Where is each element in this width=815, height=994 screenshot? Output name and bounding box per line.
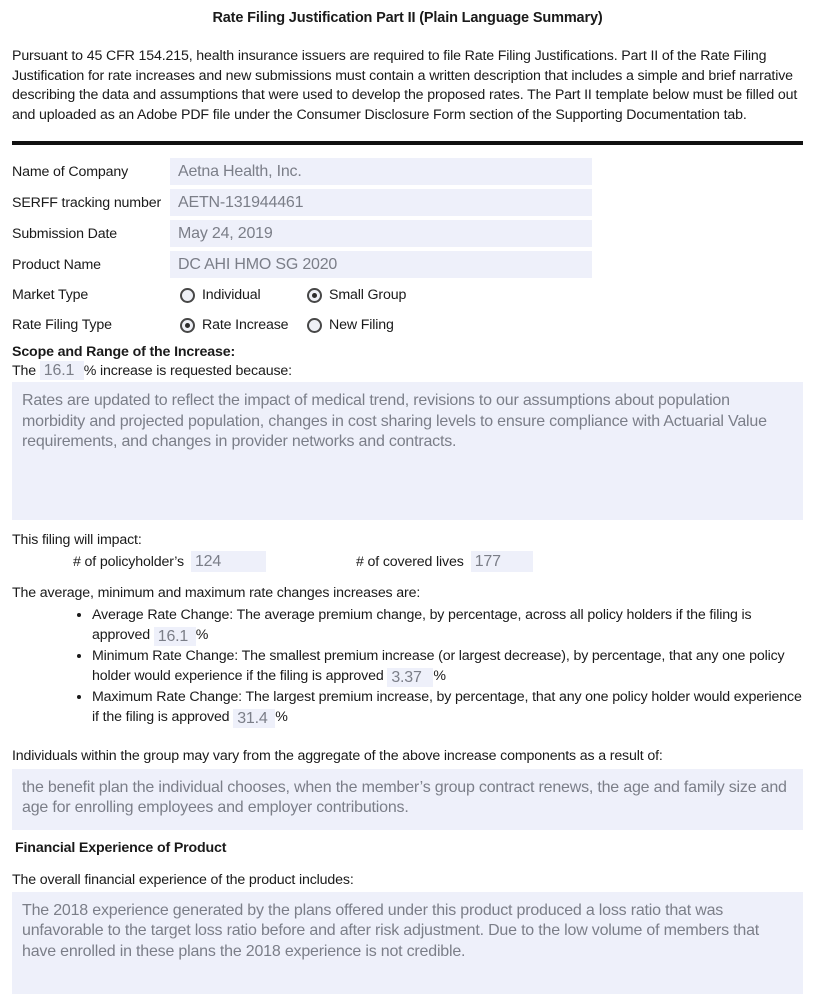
policyholders-input[interactable]: 124 <box>191 551 266 572</box>
covered-lives-input[interactable]: 177 <box>471 551 533 572</box>
variation-textarea[interactable]: the benefit plan the individual chooses, when the member’s group contract renews, the age and family size and age for enrolling employees and employer contributions. <box>12 769 803 830</box>
radio-option-new-filing[interactable] <box>307 317 394 333</box>
minimum-rate-change-input[interactable]: 3.37 <box>387 668 433 687</box>
radio-option-small-group[interactable] <box>307 287 406 303</box>
radio-button-icon[interactable] <box>307 288 322 303</box>
covered-lives-label: # of covered lives <box>355 553 464 570</box>
percent-sign: % <box>195 627 209 644</box>
market-type-row <box>12 285 803 305</box>
impact-line <box>73 551 803 572</box>
radio-option-rate-increase[interactable] <box>180 317 307 333</box>
submission-date-row <box>12 220 803 247</box>
percent-sign: % <box>275 708 288 725</box>
product-name-input[interactable]: DC AHI HMO SG 2020 <box>170 251 592 278</box>
increase-reason-textarea[interactable]: Rates are updated to reflect the impact of medical trend, revisions to our assumptions about population morbidity and projected population, changes in cost sharing levels to ensure compliance with Actuarial Value requirements, and changes in provider networks and contracts. <box>12 382 803 520</box>
average-rate-change-item <box>92 606 803 646</box>
rate-filing-type-label: Rate Filing Type <box>12 317 112 334</box>
maximum-rate-change-input[interactable]: 31.4 <box>233 709 275 728</box>
serff-input[interactable]: AETN-131944461 <box>170 189 592 216</box>
radio-option-individual[interactable] <box>180 287 307 303</box>
submission-date-label: Submission Date <box>12 225 117 242</box>
company-label: Name of Company <box>12 163 129 180</box>
radio-button-icon[interactable] <box>180 318 195 333</box>
radio-button-icon[interactable] <box>180 288 195 303</box>
scope-sentence-suffix: % increase is requested because: <box>83 362 292 379</box>
radio-label-new-filing: New Filing <box>329 317 394 334</box>
financial-intro: The overall financial experience of the product includes: <box>12 871 354 888</box>
submission-date-input[interactable]: May 24, 2019 <box>170 220 592 247</box>
page-title: Rate Filing Justification Part II (Plain Language Summary) <box>212 10 603 26</box>
radio-label-small-group: Small Group <box>329 287 407 304</box>
maximum-rate-change-text: Maximum Rate Change: The largest premium increase, by percentage, that any one policy holder would experience if the filing is approved <box>92 688 802 725</box>
impact-intro: This filing will impact: <box>12 532 142 549</box>
product-name-label: Product Name <box>12 256 101 273</box>
radio-button-icon[interactable] <box>307 318 322 333</box>
percent-sign: % <box>433 667 446 684</box>
form-fields-table <box>12 158 803 335</box>
average-rate-change-text: Average Rate Change: The average premium change, by percentage, across all policy holders if the filing is approved <box>92 607 752 644</box>
rate-filing-type-row <box>12 315 803 335</box>
scope-sentence-prefix: The <box>12 362 36 379</box>
increase-percent-input[interactable]: 16.1 <box>40 361 84 380</box>
radio-label-rate-increase: Rate Increase <box>202 317 289 334</box>
market-type-options <box>180 287 406 303</box>
financial-section-heading: Financial Experience of Product <box>15 839 227 856</box>
section-divider <box>12 141 803 145</box>
variation-intro: Individuals within the group may vary from the aggregate of the above increase components as a result of: <box>12 747 663 764</box>
minimum-rate-change-item <box>92 647 803 687</box>
rate-changes-list <box>12 606 803 727</box>
financial-textarea[interactable]: The 2018 experience generated by the plans offered under this product produced a loss ratio that was unfavorable to the target loss ratio before and after risk adjustment. Due to the low volume of members that have enrolled in these plans the 2018 experience is not credible. <box>12 892 803 994</box>
rate-filing-type-options <box>180 317 394 333</box>
average-rate-change-input[interactable]: 16.1 <box>154 627 196 646</box>
scope-sentence <box>12 361 803 380</box>
policyholders-label: # of policyholder’s <box>73 553 184 570</box>
serff-row <box>12 189 803 216</box>
product-name-row <box>12 251 803 278</box>
market-type-label: Market Type <box>12 287 89 304</box>
serff-label: SERFF tracking number <box>12 194 162 211</box>
rate-changes-intro: The average, minimum and maximum rate changes increases are: <box>12 585 421 602</box>
company-input[interactable]: Aetna Health, Inc. <box>170 158 592 185</box>
maximum-rate-change-item <box>92 688 803 728</box>
minimum-rate-change-text: Minimum Rate Change: The smallest premium increase (or largest decrease), by percentage, that any one policy holder would experience if the filing is approved <box>92 648 785 684</box>
intro-paragraph: Pursuant to 45 CFR 154.215, health insurance issuers are required to file Rate Filing Justifications. Part II of the Rate Filing Justification for rate increases and new submissions must contain a written description that includes a simple and brief narrative describing the data and assumptions that were used to develop the proposed rates. The Part II template below must be filled out and uploaded as an Adobe PDF file under the Consumer Disclosure Form section of the Supporting Documentation tab. <box>12 48 798 123</box>
radio-label-individual: Individual <box>202 287 261 304</box>
scope-section-heading: Scope and Range of the Increase: <box>12 344 236 361</box>
company-row <box>12 158 803 185</box>
